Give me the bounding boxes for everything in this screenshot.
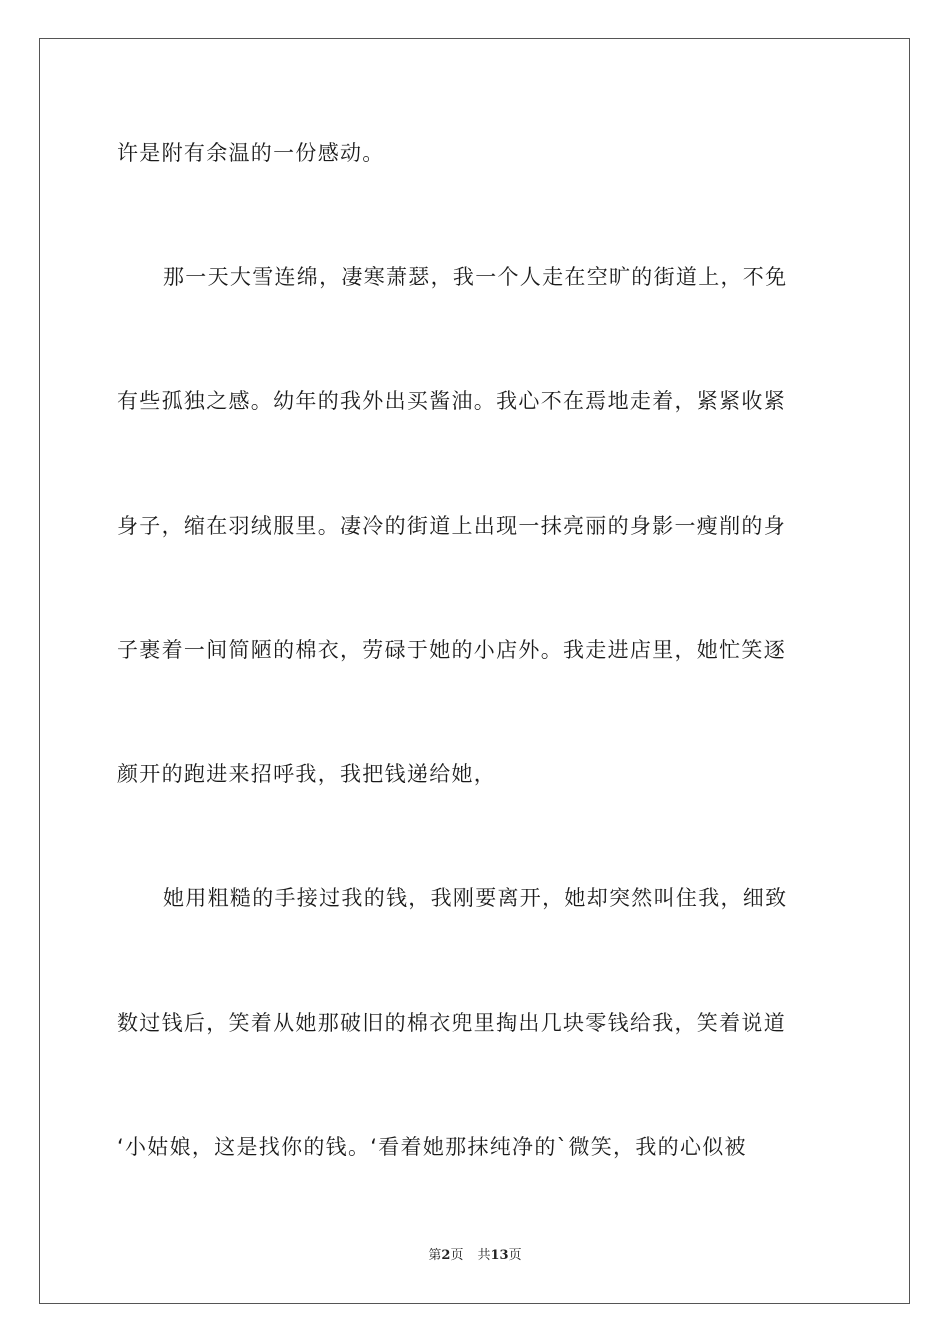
total-prefix: 共 [477,1248,491,1263]
text-line: 子裹着一间简陋的棉衣，劳碌于她的小店外。我走进店里，她忙笑逐 [117,638,786,662]
paragraph-start-line: 她用粗糙的手接过我的钱，我刚要离开，她却突然叫住我，细致 [163,886,788,910]
page-footer [0,1247,950,1265]
text-line: 有些孤独之感。幼年的我外出买酱油。我心不在焉地走着，紧紧收紧 [117,389,786,413]
text-line: 数过钱后，笑着从她那破旧的棉衣兜里掏出几块零钱给我，笑着说道 [117,1011,786,1035]
total-suffix: 页 [508,1248,522,1263]
text-line: 许是附有余温的一份感动。 [117,141,385,165]
paragraph-start-line: 那一天大雪连绵，凄寒萧瑟，我一个人走在空旷的街道上，不免 [163,265,788,289]
text-line: ‘小姑娘，这是找你的钱。‘看着她那抹纯净的`微笑，我的心似被 [117,1135,747,1159]
page-number: 2 [441,1248,451,1263]
page-border [39,38,910,1304]
text-line: 颜开的跑进来招呼我，我把钱递给她， [117,762,497,786]
total-pages: 13 [490,1248,509,1263]
page-prefix: 第 [428,1248,442,1263]
page-suffix: 页 [450,1248,464,1263]
text-line: 身子，缩在羽绒服里。凄冷的街道上出现一抹亮丽的身影一瘦削的身 [117,514,786,538]
